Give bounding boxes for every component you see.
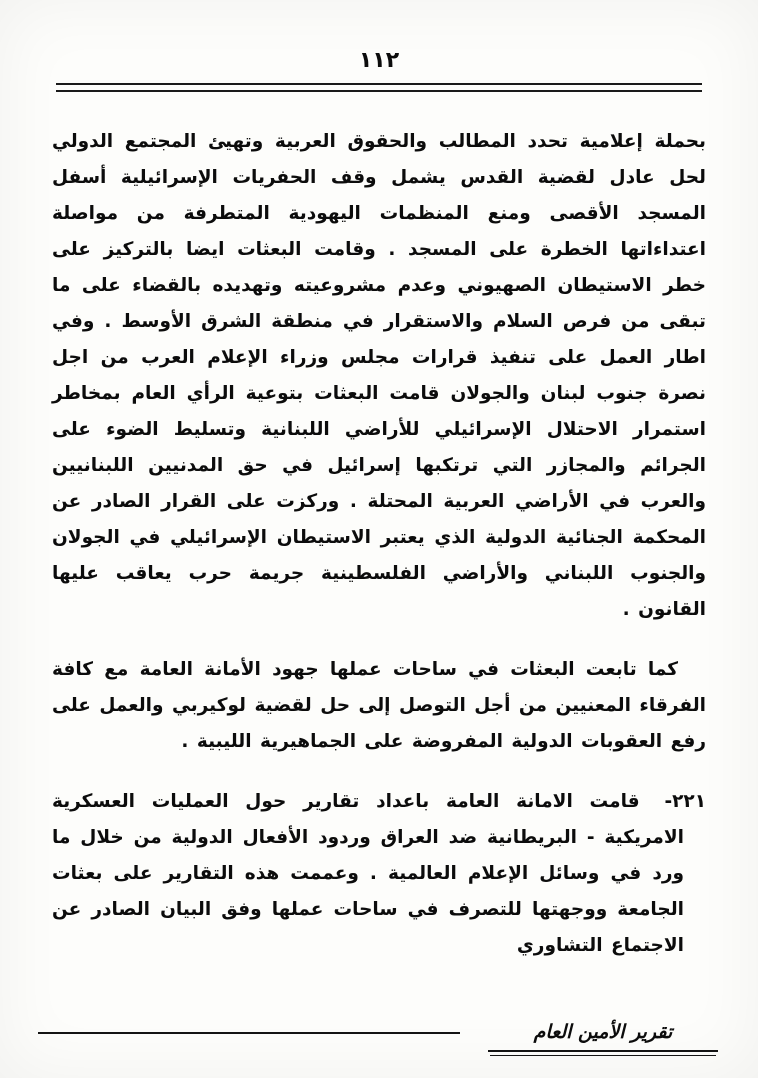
paragraph-media-campaign: بحملة إعلامية تحدد المطالب والحقوق العربية وتهيئ المجتمع الدولي لحل عادل لقضية القدس يشمل وقف الحفريات الإسرائيلية أسفل المسجد الأقصى ومنع المنظمات اليهودية المتطرفة من مواصلة اعتداءاتها الخطرة على المسجد . وقامت البعثات ايضا بالتركيز على خطر الاستيطان الصهيوني وعدم مشروعيته وتهديده بالقضاء على ما تبقى من فرص السلام والاستقرار في منطقة الشرق الأوسط . وفي اطار العمل على تنفيذ قرارات مجلس وزراء الإعلام العرب من اجل نصرة جنوب لبنان والجولان قامت البعثات بتوعية الرأي العام بمخاطر استمرار الاحتلال الإسرائيلي للأراضي اللبنانية وتسليط الضوء على الجرائم والمجازر التي ترتكبها إسرائيل في حق المدنيين اللبنانيين والعرب في الأراضي العربية المحتلة . وركزت على القرار الصادر عن المحكمة الجنائية الدولية الذي يعتبر الاستيطان الإسرائيلي في الجولان والجنوب اللبناني والأراضي الفلسطينية جريمة حرب يعاقب عليها القانون . (52, 131, 706, 620)
item-number: ٢٢١- (664, 791, 706, 812)
page-number: ١١٢ (358, 48, 400, 73)
footer-signature: تقرير الأمين العام (488, 1021, 718, 1052)
item-text: قامت الامانة العامة باعداد تقارير حول العمليات العسكرية الامريكية - البريطانية ضد العراق وردود الأفعال الدولية من خلال ما ورد في وسائل الإعلام العالمية . وعممت هذه التقارير على بعثات الجامعة ووجهتها للتصرف في ساحات عملها وفق البيان الصادر عن الاجتماع التشاوري (52, 791, 684, 956)
page-footer (38, 1021, 718, 1052)
paragraph-item-221 (52, 784, 706, 964)
footer-rule (38, 1032, 460, 1034)
document-body (52, 124, 706, 964)
paragraph-lockerbie: كما تابعت البعثات في ساحات عملها جهود الأمانة العامة مع كافة الفرقاء المعنيين من أجل التوصل إلى حل لقضية لوكيربي والعمل على رفع العقوبات الدولية المفروضة على الجماهيرية الليبية . (52, 659, 706, 752)
header-double-rule (56, 83, 702, 92)
